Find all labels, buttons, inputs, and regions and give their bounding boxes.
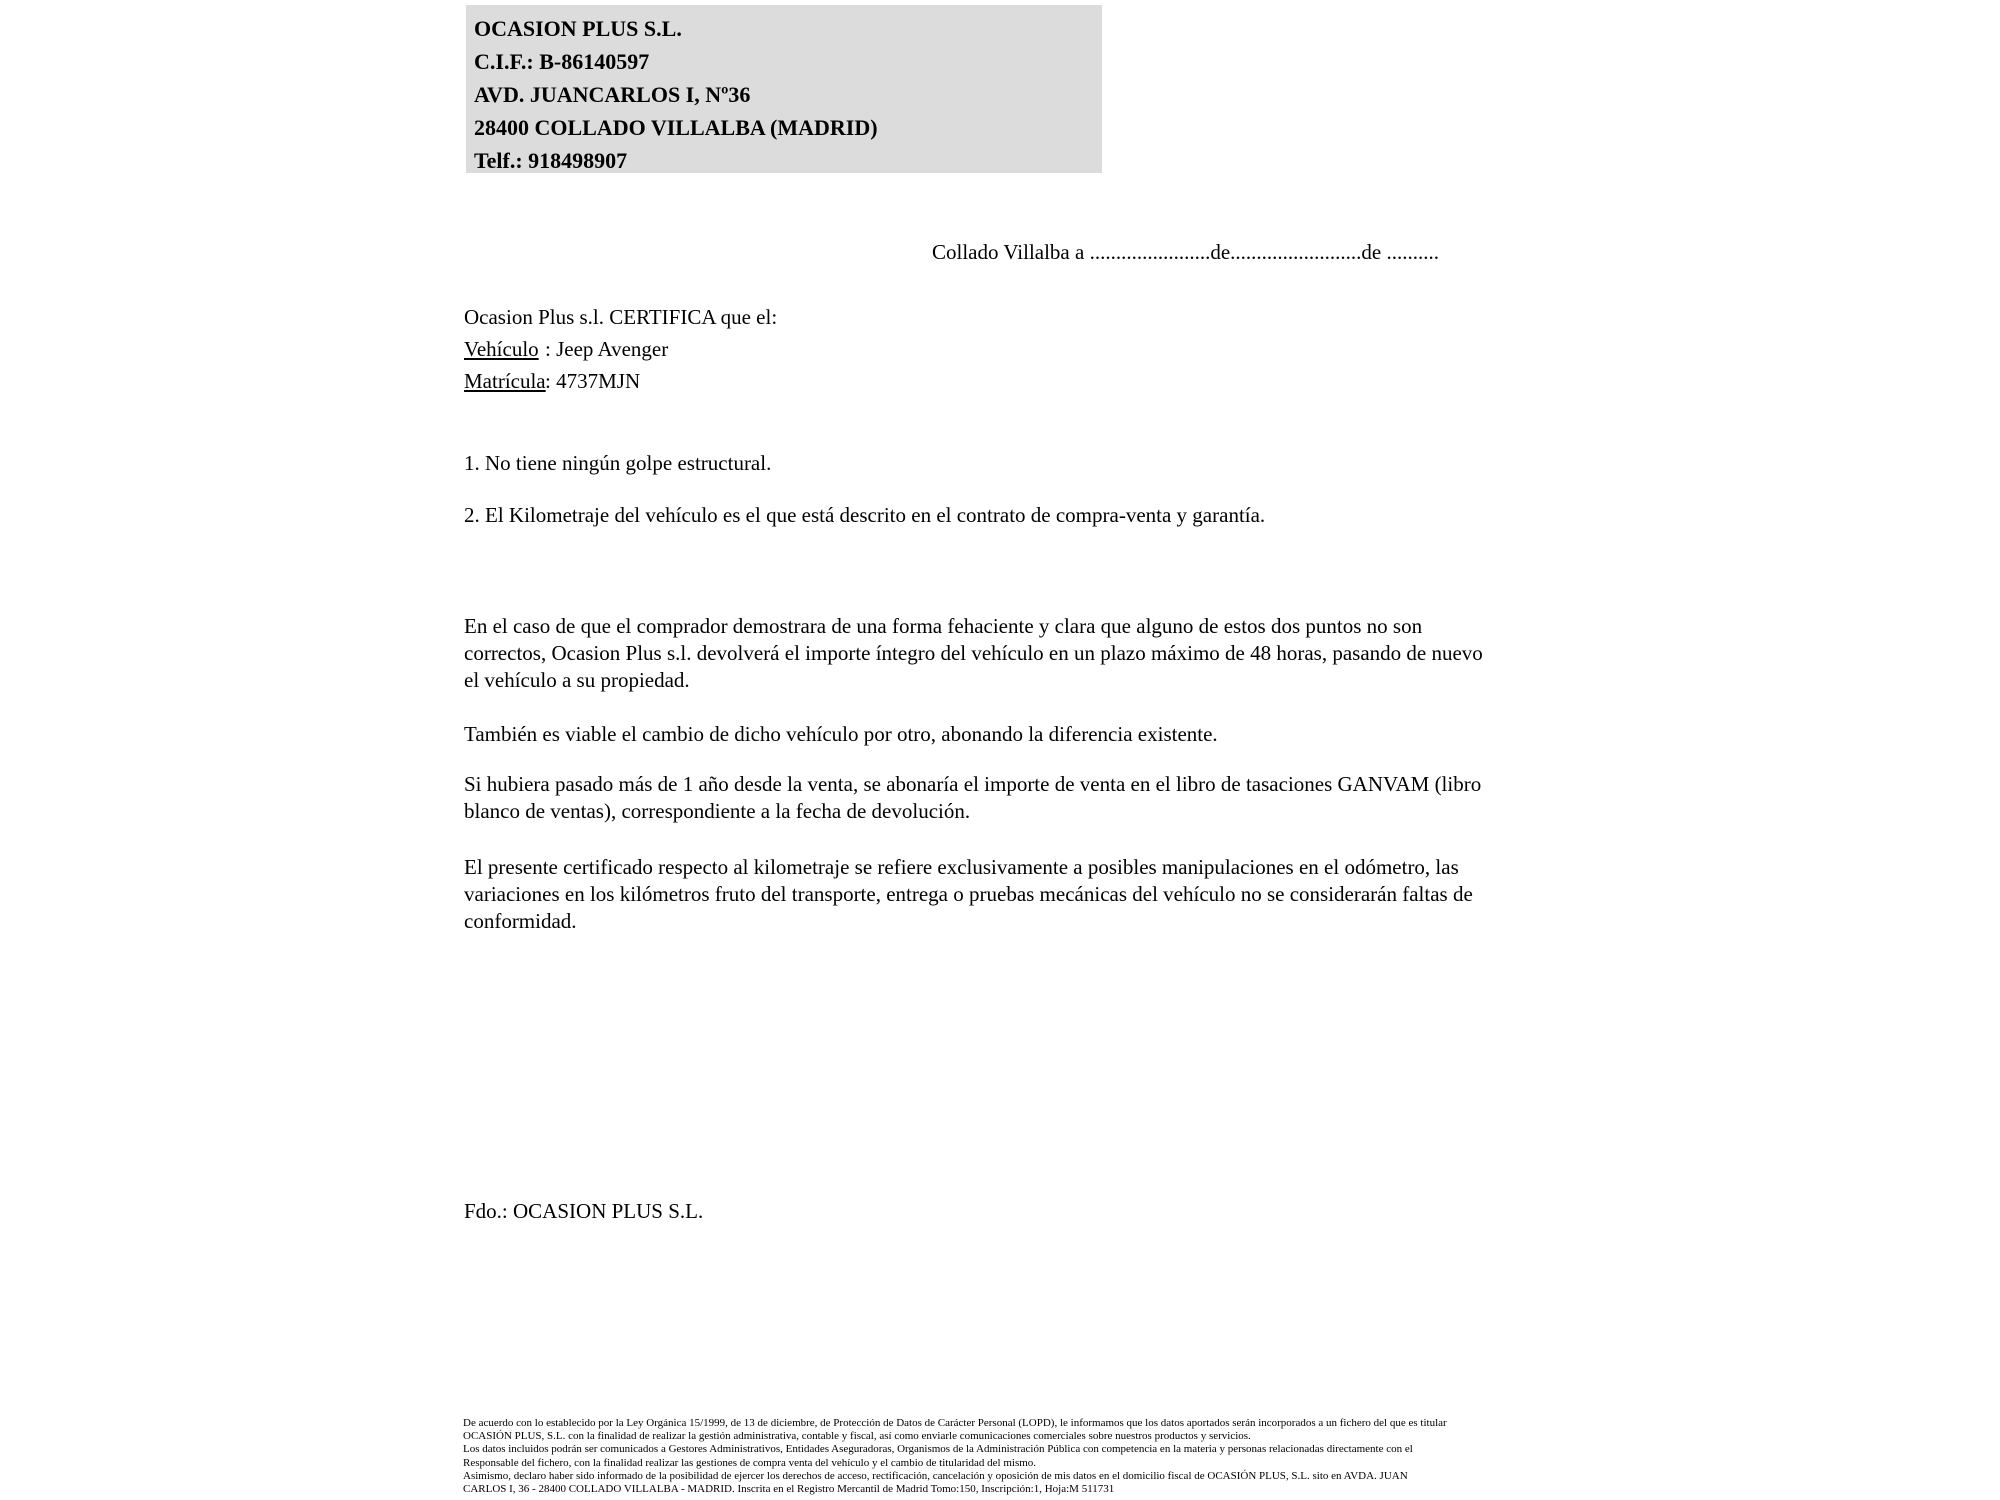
- plate-field-value: 4737MJN: [556, 369, 641, 393]
- paragraph-odometer-disclaimer: El presente certificado respecto al kilometraje se refiere exclusivamente a posibles manipulaciones en el odómetro, las variaciones en los kilómetros fruto del transporte, entrega o pruebas mecánicas del vehículo no se considerarán faltas de conformidad.: [464, 855, 1473, 933]
- clause-mileage: 2. El Kilometraje del vehículo es el que está descrito en el contrato de compra-venta y garantía.: [464, 503, 1266, 527]
- paragraph-refund-policy: En el caso de que el comprador demostrara de una forma fehaciente y clara que alguno de estos dos puntos no son correctos, Ocasion Plus s.l. devolverá el importe íntegro del vehículo en un plazo máximo de 48 horas, pasando de nuevo el vehículo a su propiedad.: [464, 614, 1483, 692]
- legal-footer-line: Los datos incluidos podrán ser comunicados a Gestores Administrativos, Entidades Aseguradoras, Organismos de la Administración Pública con competencia en la materia y personas relacionadas directamente con el: [463, 1443, 1413, 1456]
- plate-field-separator: :: [545, 369, 557, 393]
- company-header-box: [466, 5, 1102, 173]
- date-fill-in-line: Collado Villalba a .......................de.........................de ..........: [932, 240, 1439, 264]
- legal-footer-line: Asimismo, declaro haber sido informado de la posibilidad de ejercer los derechos de acceso, rectificación, cancelación y oposición de mis datos en el domicilio fiscal de OCASIÓN PLUS, S.L. sito en AVDA. JUAN: [463, 1469, 1408, 1482]
- plate-field-label: Matrícula: [464, 369, 546, 393]
- legal-footer-line: OCASIÓN PLUS, S.L. con la finalidad de realizar la gestión administrativa, contable y fiscal, así como enviarle comunicaciones comerciales sobre nuestros productos y servicios.: [463, 1430, 1251, 1443]
- vehicle-field-value: Jeep Avenger: [556, 337, 669, 361]
- vehicle-field-row: [464, 333, 777, 365]
- clause-no-structural-damage: 1. No tiene ningún golpe estructural.: [464, 451, 772, 475]
- legal-data-protection-footer: [463, 1417, 1983, 1496]
- company-name: OCASION PLUS S.L.: [474, 16, 682, 41]
- plate-field-row: [464, 365, 777, 397]
- certification-intro: Ocasion Plus s.l. CERTIFICA que el:: [464, 305, 778, 329]
- paragraph-ganvam-valuation: Si hubiera pasado más de 1 año desde la venta, se abonaría el importe de venta en el libro de tasaciones GANVAM (libro blanco de ventas), correspondiente a la fecha de devolución.: [464, 772, 1482, 823]
- vehicle-field-label: Vehículo: [464, 337, 539, 361]
- company-address: AVD. JUANCARLOS I, Nº36: [474, 82, 751, 107]
- legal-footer-line: De acuerdo con lo establecido por la Ley Orgánica 15/1999, de 13 de diciembre, de Protección de Datos de Carácter Personal (LOPD), le informamos que los datos aportados serán incorporados a un fichero del que es titular: [463, 1417, 1447, 1429]
- legal-footer-line: CARLOS I, 36 - 28400 COLLADO VILLALBA - MADRID. Inscrita en el Registro Mercantil de Madrid Tomo:150, Inscripción:1, Hoja:M 511731: [463, 1483, 1115, 1496]
- company-cif: C.I.F.: B-86140597: [474, 49, 650, 74]
- vehicle-field-separator: :: [545, 337, 557, 361]
- certification-block: [464, 301, 777, 397]
- paragraph-exchange-option: También es viable el cambio de dicho vehículo por otro, abonando la diferencia existente.: [464, 722, 1218, 746]
- signature-line: Fdo.: OCASION PLUS S.L.: [464, 1199, 704, 1223]
- legal-footer-line: Responsable del fichero, con la finalidad realizar las gestiones de compra venta del vehículo y el cambio de titularidad del mismo.: [463, 1456, 1037, 1469]
- company-phone: Telf.: 918498907: [474, 148, 628, 173]
- company-city: 28400 COLLADO VILLALBA (MADRID): [474, 115, 878, 140]
